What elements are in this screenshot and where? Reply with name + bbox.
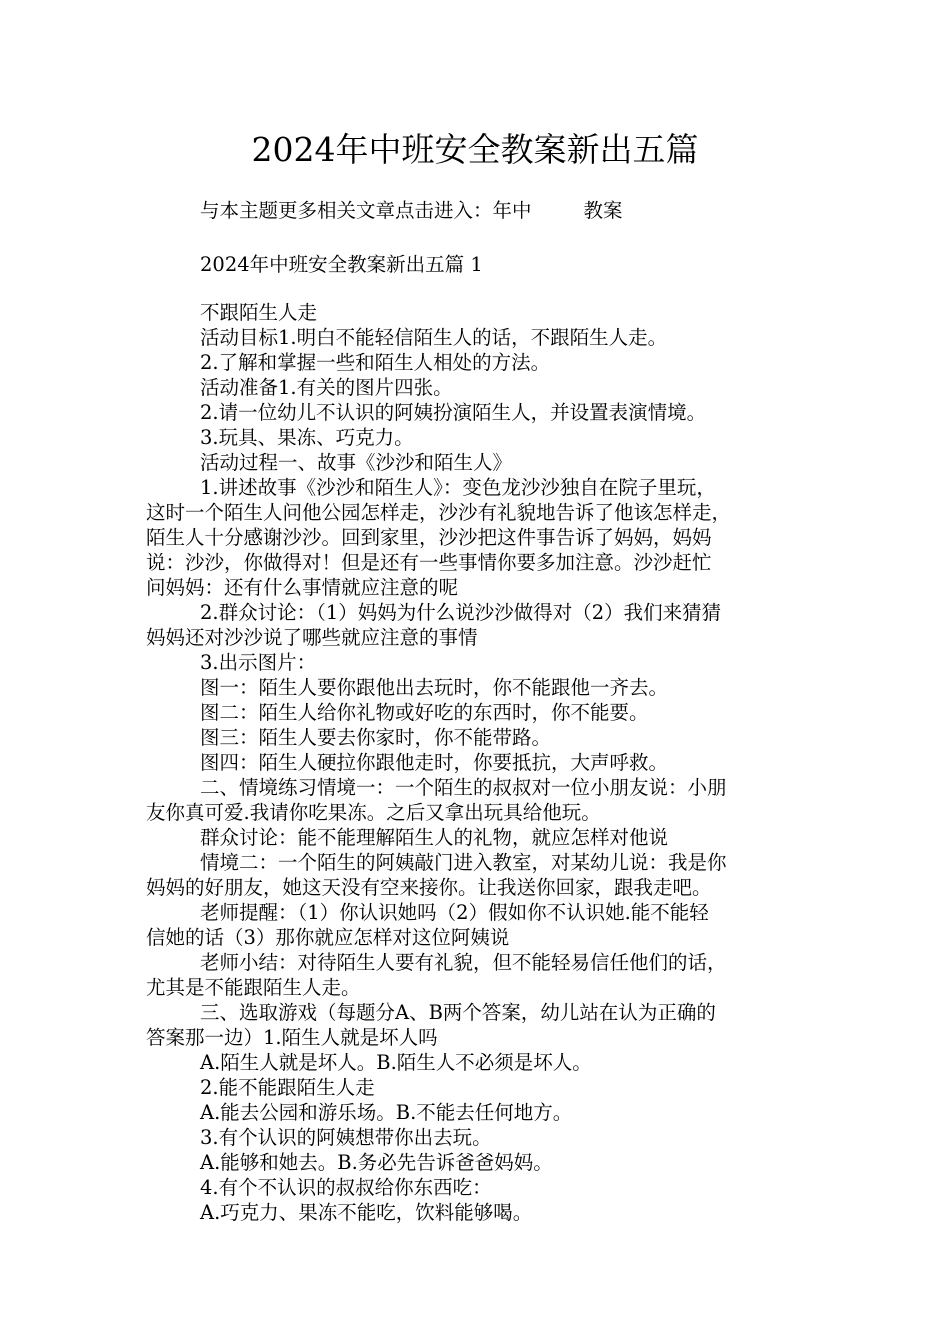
body-line: 信她的话（3）那你就应怎样对这位阿姨说 (146, 926, 510, 949)
body-line: 图三：陌生人要去你家时，你不能带路。 (200, 726, 552, 749)
body-line: 1.讲述故事《沙沙和陌生人》：变色龙沙沙独自在院子里玩， (200, 476, 716, 499)
body-line: 不跟陌生人走 (200, 301, 318, 324)
body-line: A.能够和她去。B.务必先告诉爸爸妈妈。 (200, 1151, 553, 1174)
body-line: 陌生人十分感谢沙沙。回到家里，沙沙把这件事告诉了妈妈，妈妈 (146, 526, 712, 549)
body-line: 尤其是不能跟陌生人走。 (146, 976, 361, 999)
related-articles-prefix: 与本主题更多相关文章点击进入：年中 (200, 199, 532, 222)
body-line: 活动过程一、故事《沙沙和陌生人》 (200, 451, 513, 474)
body-line: 妈妈的好朋友，她这天没有空来接你。让我送你回家，跟我走吧。 (146, 876, 712, 899)
body-line: 这时一个陌生人问他公园怎样走，沙沙有礼貌地告诉了他该怎样走， (146, 501, 732, 524)
body-line: A.陌生人就是坏人。B.陌生人不必须是坏人。 (200, 1051, 592, 1074)
body-line: 问妈妈：还有什么事情就应注意的呢 (146, 576, 459, 599)
body-line: 老师提醒：（1）你认识她吗（2）假如你不认识她.能不能轻 (200, 901, 709, 924)
body-line: A.巧克力、果冻不能吃，饮料能够喝。 (200, 1201, 533, 1224)
related-articles-link[interactable]: 教案 (583, 199, 623, 222)
body-line: 友你真可爱.我请你吃果冻。之后又拿出玩具给他玩。 (146, 801, 601, 824)
body-line: 3.有个认识的阿姨想带你出去玩。 (200, 1126, 492, 1149)
body-line: 图一：陌生人要你跟他出去玩时，你不能跟他一齐去。 (200, 676, 669, 699)
body-line: 妈妈还对沙沙说了哪些就应注意的事情 (146, 626, 478, 649)
body-line: 图二：陌生人给你礼物或好吃的东西时，你不能要。 (200, 701, 649, 724)
body-line: 3.玩具、果冻、巧克力。 (200, 426, 414, 449)
body-line: 2.群众讨论：（1）妈妈为什么说沙沙做得对（2）我们来猜猜 (200, 601, 722, 624)
body-line: 活动准备1.有关的图片四张。 (200, 376, 453, 399)
body-line: 图四：陌生人硬拉你跟他走时，你要抵抗，大声呼救。 (200, 751, 669, 774)
section-heading: 2024年中班安全教案新出五篇 1 (200, 253, 483, 276)
related-articles-line (200, 198, 623, 223)
body-line: 4.有个不认识的叔叔给你东西吃： (200, 1176, 492, 1199)
body-line: 说：沙沙，你做得对！但是还有一些事情你要多加注意。沙沙赶忙 (146, 551, 712, 574)
body-line: 3.出示图片： (200, 651, 317, 674)
document-title: 2024年中班安全教案新出五篇 (251, 130, 699, 169)
body-line: 情境二：一个陌生的阿姨敲门进入教室，对某幼儿说：我是你 (200, 851, 727, 874)
body-line: A.能去公园和游乐场。B.不能去任何地方。 (200, 1101, 573, 1124)
body-line: 2.能不能跟陌生人走 (200, 1076, 375, 1099)
body-line: 二、情境练习情境一：一个陌生的叔叔对一位小朋友说：小朋 (200, 776, 727, 799)
body-line: 答案那一边）1.陌生人就是坏人吗 (146, 1026, 438, 1049)
body-line: 活动目标1.明白不能轻信陌生人的话，不跟陌生人走。 (200, 326, 668, 349)
body-line: 2.请一位幼儿不认识的阿姨扮演陌生人，并设置表演情境。 (200, 401, 707, 424)
body-line: 2.了解和掌握一些和陌生人相处的方法。 (200, 351, 551, 374)
body-line: 三、选取游戏（每题分A、B两个答案，幼儿站在认为正确的 (200, 1001, 716, 1024)
body-line: 老师小结：对待陌生人要有礼貌，但不能轻易信任他们的话， (200, 951, 727, 974)
body-line: 群众讨论：能不能理解陌生人的礼物，就应怎样对他说 (200, 826, 669, 849)
